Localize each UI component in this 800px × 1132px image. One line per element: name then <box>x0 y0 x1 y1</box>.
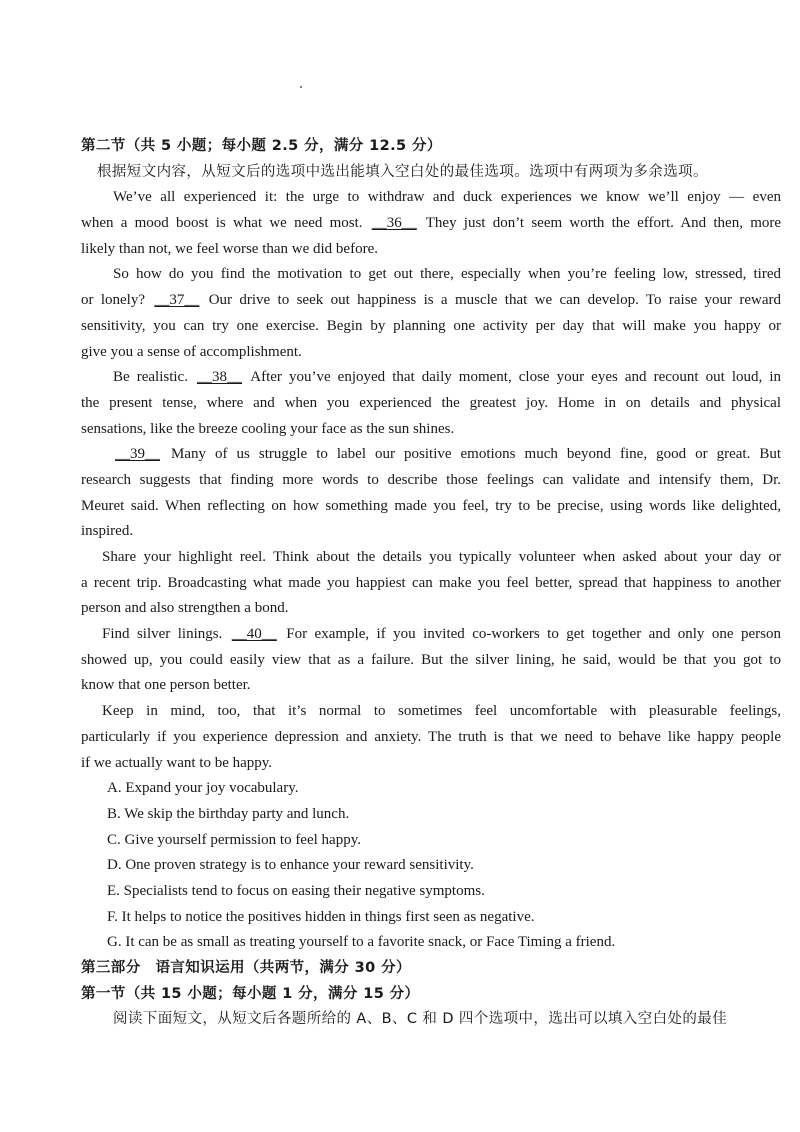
text-segment: They just don’t seem worth the effort. And then, more <box>425 215 782 232</box>
passage-p4-line1 <box>81 442 781 468</box>
option-b: B. We skip the birthday party and lunch. <box>107 805 350 822</box>
part3-heading: 第三部分 语言知识运用（共两节，满分 30 分） <box>81 960 411 976</box>
text-segment: Many of us struggle to label our positive emotions much beyond fine, good or great. But <box>171 446 781 463</box>
passage-p4-line4: inspired. <box>81 523 134 540</box>
option-f: F. It helps to notice the positives hidden in things first seen as negative. <box>107 908 535 925</box>
passage-p2-line1: So how do you find the motivation to get out there, especially when you’re feeling low, stressed, tired <box>113 266 781 283</box>
text-segment: After you’ve enjoyed that daily moment, close your eyes and recount out loud, in <box>250 369 781 386</box>
passage-p5-line3: person and also strengthen a bond. <box>81 600 289 617</box>
passage-p5-line2: a recent trip. Broadcasting what made you happiest can make you feel better, spread that happiness to another <box>81 574 781 591</box>
passage-p4-line2: research suggests that finding more words to describe those feelings can validate and intensify them, Dr. <box>81 471 781 488</box>
scan-speck <box>300 86 302 88</box>
part3-section1-heading: 第一节（共 15 小题；每小题 1 分，满分 15 分） <box>81 985 420 1002</box>
blank-37: __37__ <box>154 292 200 309</box>
text-segment: Find silver linings. <box>102 626 223 643</box>
passage-p4-line3: Meuret said. When reflecting on how something made you feel, try to be precise, using words like delighted, <box>81 497 781 514</box>
passage-p7-line3: if we actually want to be happy. <box>81 754 273 771</box>
text-segment: For example, if you invited co-workers to get together and only one person <box>286 626 781 643</box>
passage-p7-line1: Keep in mind, too, that it’s normal to sometimes feel uncomfortable with pleasurable feelings, <box>102 703 781 720</box>
passage-p3-line2: the present tense, where and when you experienced the greatest joy. Home in on details and physical <box>81 394 781 411</box>
option-c: C. Give yourself permission to feel happy. <box>107 831 361 848</box>
text-segment: Our drive to seek out happiness is a muscle that we can develop. To raise your reward <box>208 292 782 309</box>
passage-p6-line1 <box>81 622 781 648</box>
option-g: G. It can be as small as treating yourself to a favorite snack, or Face Timing a friend. <box>107 934 616 951</box>
blank-36: __36__ <box>371 215 417 232</box>
passage-p2-line4: give you a sense of accomplishment. <box>81 343 302 360</box>
blank-40: __40__ <box>231 626 277 643</box>
text-segment: Be realistic. <box>113 369 188 386</box>
text-segment: or lonely? <box>81 292 145 309</box>
option-d: D. One proven strategy is to enhance your reward sensitivity. <box>107 857 474 874</box>
blank-39: __39__ <box>115 446 160 463</box>
passage-p3-line1 <box>81 365 781 391</box>
blank-38: __38__ <box>197 369 243 386</box>
section2-heading: 第二节（共 5 小题；每小题 2.5 分，满分 12.5 分） <box>81 138 442 154</box>
option-a: A. Expand your joy vocabulary. <box>107 780 299 797</box>
passage-p2-line2 <box>81 288 781 314</box>
passage-p6-line3: know that one person better. <box>81 677 251 694</box>
passage-p7-line2: particularly if you experience depression and anxiety. The truth is that we need to behave like happy people <box>81 728 781 745</box>
option-e: E. Specialists tend to focus on easing their negative symptoms. <box>107 882 485 899</box>
passage-p1-line2 <box>81 211 781 237</box>
page-content <box>81 134 781 1033</box>
section2-instruction: 根据短文内容，从短文后的选项中选出能填入空白处的最佳选项。选项中有两项为多余选项。 <box>97 163 708 180</box>
passage-p1-line1: We’ve all experienced it: the urge to withdraw and duck experiences we know we’ll enjoy — even <box>113 189 781 206</box>
passage-p6-line2: showed up, you could easily view that as a failure. But the silver lining, he said, would be that you got to <box>81 651 781 668</box>
passage-p3-line3: sensations, like the breeze cooling your face as the sun shines. <box>81 420 455 437</box>
passage-p1-line3: likely than not, we feel worse than we did before. <box>81 240 378 257</box>
passage-p2-line3: sensitivity, you can try one exercise. Begin by planning one activity per day that will make you happy or <box>81 317 781 334</box>
text-segment: when a mood boost is what we need most. <box>81 215 363 232</box>
passage-p5-line1: Share your highlight reel. Think about the details you typically volunteer when asked about your day or <box>102 549 781 565</box>
part3-instruction: 阅读下面短文，从短文后各题所给的 A、B、C 和 D 四个选项中，选出可以填入空白处的最佳 <box>113 1011 728 1028</box>
